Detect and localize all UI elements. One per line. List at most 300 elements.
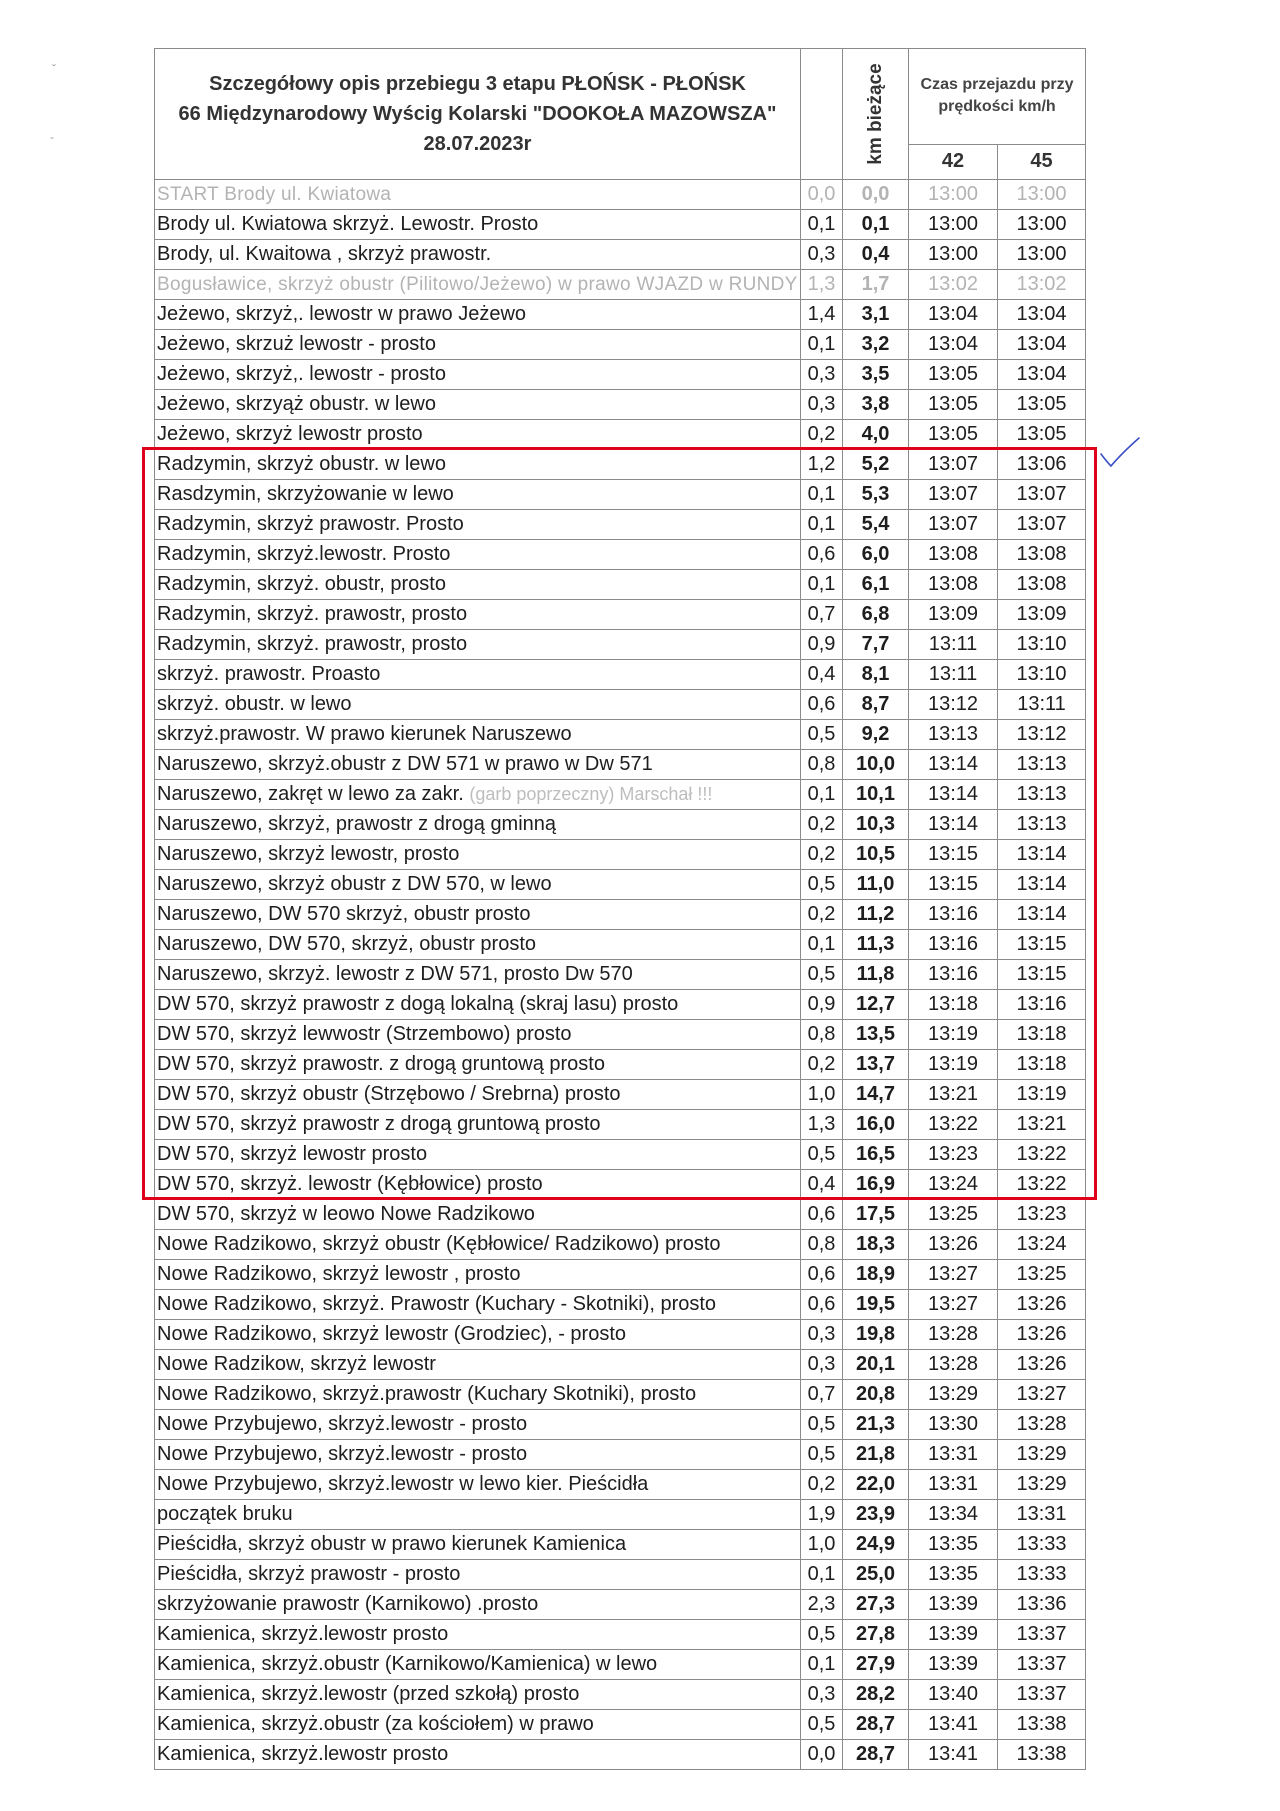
- time-at-45: 13:22: [998, 1170, 1086, 1200]
- location-text: Nowe Przybujewo, skrzyż.lewostr - prosto: [157, 1413, 528, 1435]
- cumulative-km: 21,3: [843, 1410, 909, 1440]
- segment-distance: 0,3: [801, 390, 843, 420]
- time-at-42: 13:34: [909, 1500, 998, 1530]
- time-at-45: 13:06: [998, 450, 1086, 480]
- scan-speck: ˇ: [52, 62, 56, 76]
- time-at-42: 13:14: [909, 810, 998, 840]
- location-description: [155, 540, 801, 570]
- time-at-42: 13:05: [909, 420, 998, 450]
- time-at-42: 13:11: [909, 630, 998, 660]
- cumulative-km: 25,0: [843, 1560, 909, 1590]
- cumulative-km: 0,1: [843, 210, 909, 240]
- time-at-45: 13:07: [998, 480, 1086, 510]
- time-at-42: 13:19: [909, 1050, 998, 1080]
- location-text: Radzymin, skrzyż obustr. w lewo: [157, 453, 446, 475]
- segment-distance: 0,5: [801, 1410, 843, 1440]
- location-text: Naruszewo, zakręt w lewo za zakr.: [157, 783, 470, 805]
- table-row: [155, 1050, 1086, 1080]
- table-row: [155, 600, 1086, 630]
- table-row: [155, 960, 1086, 990]
- table-row: [155, 510, 1086, 540]
- cumulative-km: 16,9: [843, 1170, 909, 1200]
- table-row: [155, 1680, 1086, 1710]
- table-row: [155, 1230, 1086, 1260]
- segment-distance: 1,3: [801, 1110, 843, 1140]
- location-text: Nowe Radzikowo, skrzyż.prawostr (Kuchary Skotniki), prosto: [157, 1383, 697, 1405]
- time-at-42: 13:26: [909, 1230, 998, 1260]
- time-at-42: 13:15: [909, 870, 998, 900]
- time-at-45: 13:04: [998, 300, 1086, 330]
- segment-distance: 0,5: [801, 960, 843, 990]
- cumulative-km: 19,5: [843, 1290, 909, 1320]
- location-description: [155, 1680, 801, 1710]
- table-row: [155, 240, 1086, 270]
- table-row: [155, 1500, 1086, 1530]
- location-description: [155, 870, 801, 900]
- location-description: [155, 570, 801, 600]
- location-text: DW 570, skrzyż obustr (Strzębowo / Srebrna) prosto: [157, 1083, 621, 1105]
- time-at-45: 13:02: [998, 270, 1086, 300]
- location-text: Rasdzymin, skrzyżowanie w lewo: [157, 483, 454, 505]
- location-description: [155, 1560, 801, 1590]
- location-description: [155, 1710, 801, 1740]
- cumulative-km: 13,7: [843, 1050, 909, 1080]
- segment-distance: 0,8: [801, 750, 843, 780]
- location-text: Pieścidła, skrzyż obustr w prawo kierunek Kamienica: [157, 1533, 627, 1555]
- route-sheet: [154, 48, 1085, 1770]
- table-row: [155, 330, 1086, 360]
- location-text: Jeżewo, skrzyąż obustr. w lewo: [157, 393, 436, 415]
- time-at-42: 13:22: [909, 1110, 998, 1140]
- time-at-45: 13:18: [998, 1050, 1086, 1080]
- segment-distance: 1,0: [801, 1530, 843, 1560]
- time-at-45: 13:37: [998, 1620, 1086, 1650]
- time-at-45: 13:21: [998, 1110, 1086, 1140]
- time-at-42: 13:28: [909, 1350, 998, 1380]
- cumulative-km: 27,9: [843, 1650, 909, 1680]
- location-description: [155, 1020, 801, 1050]
- segment-distance: 0,1: [801, 1560, 843, 1590]
- cumulative-km: 6,0: [843, 540, 909, 570]
- location-description: [155, 1200, 801, 1230]
- time-at-45: 13:37: [998, 1680, 1086, 1710]
- location-description: [155, 420, 801, 450]
- location-text: Brody ul. Kwiatowa skrzyż. Lewostr. Prosto: [157, 213, 539, 235]
- time-at-42: 13:19: [909, 1020, 998, 1050]
- time-at-42: 13:00: [909, 210, 998, 240]
- cumulative-km: 28,2: [843, 1680, 909, 1710]
- time-at-42: 13:05: [909, 360, 998, 390]
- segment-distance: 0,2: [801, 810, 843, 840]
- location-description: [155, 180, 801, 210]
- cumulative-km: 11,3: [843, 930, 909, 960]
- cumulative-km: 3,1: [843, 300, 909, 330]
- cumulative-km: 19,8: [843, 1320, 909, 1350]
- time-at-45: 13:05: [998, 390, 1086, 420]
- cumulative-km: 12,7: [843, 990, 909, 1020]
- time-at-45: 13:26: [998, 1320, 1086, 1350]
- cumulative-km: 0,4: [843, 240, 909, 270]
- location-description: [155, 1740, 801, 1770]
- segment-distance: 0,2: [801, 1470, 843, 1500]
- time-at-42: 13:02: [909, 270, 998, 300]
- time-at-45: 13:10: [998, 660, 1086, 690]
- location-text: skrzyż. prawostr. Proasto: [157, 663, 381, 685]
- location-description: [155, 330, 801, 360]
- time-at-42: 13:25: [909, 1200, 998, 1230]
- location-text: Radzymin, skrzyż prawostr. Prosto: [157, 513, 464, 535]
- time-at-45: 13:24: [998, 1230, 1086, 1260]
- segment-distance: 0,3: [801, 240, 843, 270]
- time-at-45: 13:19: [998, 1080, 1086, 1110]
- table-row: [155, 690, 1086, 720]
- table-row: [155, 210, 1086, 240]
- time-at-45: 13:10: [998, 630, 1086, 660]
- location-description: [155, 300, 801, 330]
- time-at-45: 13:31: [998, 1500, 1086, 1530]
- time-at-42: 13:21: [909, 1080, 998, 1110]
- location-text: Nowe Radzikowo, skrzyż lewostr , prosto: [157, 1263, 521, 1285]
- table-row: [155, 870, 1086, 900]
- location-description: [155, 1230, 801, 1260]
- location-description: [155, 1110, 801, 1140]
- cumulative-km: 3,8: [843, 390, 909, 420]
- time-at-45: 13:09: [998, 600, 1086, 630]
- table-row: [155, 180, 1086, 210]
- segment-distance: 0,4: [801, 1170, 843, 1200]
- time-at-45: 13:13: [998, 750, 1086, 780]
- time-at-42: 13:30: [909, 1410, 998, 1440]
- cumulative-km: 18,9: [843, 1260, 909, 1290]
- segment-distance: 1,0: [801, 1080, 843, 1110]
- location-description: [155, 1320, 801, 1350]
- location-text: DW 570, skrzyż prawostr z dogą lokalną (skraj lasu) prosto: [157, 993, 679, 1015]
- table-row: [155, 1560, 1086, 1590]
- location-description: [155, 1080, 801, 1110]
- time-at-42: 13:18: [909, 990, 998, 1020]
- table-row: [155, 1620, 1086, 1650]
- time-at-45: 13:14: [998, 870, 1086, 900]
- location-description: [155, 930, 801, 960]
- cumulative-km: 13,5: [843, 1020, 909, 1050]
- table-row: [155, 480, 1086, 510]
- cumulative-km: 3,5: [843, 360, 909, 390]
- time-at-42: 13:27: [909, 1290, 998, 1320]
- location-description: [155, 210, 801, 240]
- document-title: [155, 49, 801, 180]
- location-description: [155, 780, 801, 810]
- time-at-45: 13:22: [998, 1140, 1086, 1170]
- cumulative-km: 6,1: [843, 570, 909, 600]
- time-at-42: 13:08: [909, 540, 998, 570]
- time-at-42: 13:05: [909, 390, 998, 420]
- table-row: [155, 930, 1086, 960]
- cumulative-km: 10,0: [843, 750, 909, 780]
- time-at-42: 13:24: [909, 1170, 998, 1200]
- segment-distance: 0,7: [801, 1380, 843, 1410]
- location-description: [155, 510, 801, 540]
- time-at-42: 13:39: [909, 1650, 998, 1680]
- location-description: [155, 900, 801, 930]
- segment-distance: 2,3: [801, 1590, 843, 1620]
- cumulative-km: 10,5: [843, 840, 909, 870]
- time-at-42: 13:41: [909, 1740, 998, 1770]
- time-at-42: 13:07: [909, 450, 998, 480]
- scan-speck: -: [50, 130, 54, 144]
- location-text: Jeżewo, skrzyż,. lewostr - prosto: [157, 363, 446, 385]
- cumulative-km: 5,3: [843, 480, 909, 510]
- distance-column-header: [801, 49, 843, 180]
- segment-distance: 0,5: [801, 870, 843, 900]
- cumulative-km: 8,7: [843, 690, 909, 720]
- location-description: [155, 960, 801, 990]
- cumulative-km: 17,5: [843, 1200, 909, 1230]
- cumulative-km: 24,9: [843, 1530, 909, 1560]
- location-text: Nowe Radzikowo, skrzyż lewostr (Grodziec), - prosto: [157, 1323, 627, 1345]
- cumulative-km: 20,8: [843, 1380, 909, 1410]
- cumulative-km: 8,1: [843, 660, 909, 690]
- time-at-45: 13:08: [998, 540, 1086, 570]
- location-text: DW 570, skrzyż. lewostr (Kębłowice) prosto: [157, 1173, 543, 1195]
- time-at-42: 13:35: [909, 1530, 998, 1560]
- title-line-race: 66 Międzynarodowy Wyścig Kolarski "DOOKOŁA MAZOWSZA": [178, 103, 777, 125]
- table-row: [155, 540, 1086, 570]
- segment-distance: 0,3: [801, 1680, 843, 1710]
- location-text: Nowe Radzikow, skrzyż lewostr: [157, 1353, 436, 1375]
- location-text: DW 570, skrzyż lewwostr (Strzembowo) prosto: [157, 1023, 572, 1045]
- segment-distance: 1,3: [801, 270, 843, 300]
- location-description: [155, 1500, 801, 1530]
- segment-distance: 0,7: [801, 600, 843, 630]
- table-row: [155, 1350, 1086, 1380]
- location-description: [155, 1530, 801, 1560]
- time-at-45: 13:29: [998, 1470, 1086, 1500]
- cumulative-km: 11,2: [843, 900, 909, 930]
- time-column-header: Czas przejazdu przy prędkości km/h: [909, 49, 1086, 145]
- location-text: DW 570, skrzyż w leowo Nowe Radzikowo: [157, 1203, 535, 1225]
- table-row: [155, 810, 1086, 840]
- cumulative-km: 10,3: [843, 810, 909, 840]
- table-row: [155, 1380, 1086, 1410]
- time-at-45: 13:26: [998, 1290, 1086, 1320]
- location-text: Jeżewo, skrzuż lewostr - prosto: [157, 333, 436, 355]
- time-at-42: 13:14: [909, 780, 998, 810]
- table-row: [155, 270, 1086, 300]
- table-row: [155, 1440, 1086, 1470]
- location-description: [155, 750, 801, 780]
- time-at-45: 13:37: [998, 1650, 1086, 1680]
- time-at-45: 13:05: [998, 420, 1086, 450]
- table-row: [155, 1710, 1086, 1740]
- location-description: [155, 360, 801, 390]
- time-at-45: 13:15: [998, 960, 1086, 990]
- segment-distance: 0,2: [801, 900, 843, 930]
- table-row: [155, 570, 1086, 600]
- segment-distance: 0,2: [801, 1050, 843, 1080]
- title-line-date: 28.07.2023r: [423, 133, 532, 155]
- location-text: Naruszewo, skrzyż lewostr, prosto: [157, 843, 460, 865]
- location-description: [155, 1290, 801, 1320]
- time-at-42: 13:16: [909, 900, 998, 930]
- segment-distance: 0,3: [801, 360, 843, 390]
- time-at-45: 13:00: [998, 240, 1086, 270]
- segment-distance: 0,6: [801, 1260, 843, 1290]
- table-row: [155, 750, 1086, 780]
- cumulative-km: 9,2: [843, 720, 909, 750]
- time-at-42: 13:41: [909, 1710, 998, 1740]
- segment-distance: 0,5: [801, 1140, 843, 1170]
- check-mark-icon: [1097, 432, 1141, 472]
- segment-distance: 0,4: [801, 660, 843, 690]
- route-table: [154, 48, 1086, 1770]
- location-text: Naruszewo, skrzyż. lewostr z DW 571, prosto Dw 570: [157, 963, 633, 985]
- time-at-42: 13:12: [909, 690, 998, 720]
- time-at-45: 13:29: [998, 1440, 1086, 1470]
- cumulative-km: 21,8: [843, 1440, 909, 1470]
- location-text: początek bruku: [157, 1503, 293, 1525]
- segment-distance: 0,8: [801, 1230, 843, 1260]
- location-text: skrzyż. obustr. w lewo: [157, 693, 352, 715]
- location-description: [155, 990, 801, 1020]
- table-row: [155, 1740, 1086, 1770]
- segment-distance: 0,1: [801, 210, 843, 240]
- cumulative-km: 27,3: [843, 1590, 909, 1620]
- location-description: [155, 630, 801, 660]
- cumulative-km: 6,8: [843, 600, 909, 630]
- location-text: Bogusławice, skrzyż obustr (Pilitowo/Jeżewo) w prawo WJAZD w RUNDY: [157, 274, 798, 295]
- segment-distance: 0,8: [801, 1020, 843, 1050]
- location-text: Pieścidła, skrzyż prawostr - prosto: [157, 1563, 461, 1585]
- location-text: Radzymin, skrzyż. obustr, prosto: [157, 573, 446, 595]
- location-description: [155, 1590, 801, 1620]
- table-row: [155, 1320, 1086, 1350]
- location-description: [155, 1620, 801, 1650]
- table-row: [155, 1530, 1086, 1560]
- time-at-42: 13:23: [909, 1140, 998, 1170]
- time-at-42: 13:40: [909, 1680, 998, 1710]
- time-at-45: 13:14: [998, 840, 1086, 870]
- time-at-42: 13:31: [909, 1470, 998, 1500]
- table-row: [155, 1200, 1086, 1230]
- cumulative-km: 23,9: [843, 1500, 909, 1530]
- km-column-header: [843, 49, 909, 180]
- time-at-42: 13:16: [909, 960, 998, 990]
- time-at-42: 13:29: [909, 1380, 998, 1410]
- location-text: Naruszewo, skrzyż.obustr z DW 571 w prawo w Dw 571: [157, 753, 653, 775]
- location-text: Kamienica, skrzyż.lewostr prosto: [157, 1623, 449, 1645]
- time-at-42: 13:11: [909, 660, 998, 690]
- location-text: Jeżewo, skrzyż lewostr prosto: [157, 423, 423, 445]
- table-row: [155, 1470, 1086, 1500]
- time-at-42: 13:07: [909, 510, 998, 540]
- table-row: [155, 630, 1086, 660]
- location-text: Nowe Przybujewo, skrzyż.lewostr - prosto: [157, 1443, 528, 1465]
- location-text: START Brody ul. Kwiatowa: [157, 184, 392, 205]
- segment-distance: 0,1: [801, 930, 843, 960]
- location-text: Naruszewo, skrzyż obustr z DW 570, w lewo: [157, 873, 552, 895]
- cumulative-km: 14,7: [843, 1080, 909, 1110]
- time-at-42: 13:04: [909, 330, 998, 360]
- time-at-45: 13:15: [998, 930, 1086, 960]
- time-at-45: 13:26: [998, 1350, 1086, 1380]
- location-text: Radzymin, skrzyż. prawostr, prosto: [157, 633, 468, 655]
- segment-distance: 0,1: [801, 570, 843, 600]
- location-description: [155, 480, 801, 510]
- table-row: [155, 1170, 1086, 1200]
- location-text: Radzymin, skrzyż. prawostr, prosto: [157, 603, 468, 625]
- segment-distance: 0,6: [801, 690, 843, 720]
- location-description: [155, 390, 801, 420]
- cumulative-km: 11,0: [843, 870, 909, 900]
- time-at-45: 13:18: [998, 1020, 1086, 1050]
- location-text: Kamienica, skrzyż.lewostr (przed szkołą) prosto: [157, 1683, 580, 1705]
- location-text: Naruszewo, DW 570 skrzyż, obustr prosto: [157, 903, 531, 925]
- location-description: [155, 690, 801, 720]
- segment-distance: 0,0: [801, 1740, 843, 1770]
- segment-distance: 0,1: [801, 510, 843, 540]
- segment-distance: 0,1: [801, 480, 843, 510]
- cumulative-km: 27,8: [843, 1620, 909, 1650]
- location-description: [155, 720, 801, 750]
- table-row: [155, 1020, 1086, 1050]
- time-at-42: 13:07: [909, 480, 998, 510]
- time-at-45: 13:38: [998, 1710, 1086, 1740]
- time-at-42: 13:27: [909, 1260, 998, 1290]
- segment-distance: 0,3: [801, 1350, 843, 1380]
- location-description: [155, 840, 801, 870]
- table-row: [155, 990, 1086, 1020]
- time-at-42: 13:39: [909, 1620, 998, 1650]
- segment-distance: 0,6: [801, 540, 843, 570]
- cumulative-km: 3,2: [843, 330, 909, 360]
- segment-distance: 0,9: [801, 630, 843, 660]
- location-text: Kamienica, skrzyż.obustr (Karnikowo/Kamienica) w lewo: [157, 1653, 658, 1675]
- cumulative-km: 16,0: [843, 1110, 909, 1140]
- cumulative-km: 10,1: [843, 780, 909, 810]
- time-at-42: 13:00: [909, 180, 998, 210]
- location-description: [155, 1350, 801, 1380]
- table-row: [155, 900, 1086, 930]
- location-description: [155, 660, 801, 690]
- cumulative-km: 20,1: [843, 1350, 909, 1380]
- location-text: Naruszewo, skrzyż, prawostr z drogą gminną: [157, 813, 557, 835]
- segment-distance: 0,5: [801, 720, 843, 750]
- location-text: Radzymin, skrzyż.lewostr. Prosto: [157, 543, 451, 565]
- segment-distance: 0,6: [801, 1290, 843, 1320]
- cumulative-km: 0,0: [843, 180, 909, 210]
- table-row: [155, 1590, 1086, 1620]
- location-text: Brody, ul. Kwaitowa , skrzyż prawostr.: [157, 243, 492, 265]
- segment-distance: 0,9: [801, 990, 843, 1020]
- location-text: DW 570, skrzyż prawostr. z drogą gruntową prosto: [157, 1053, 605, 1075]
- table-row: [155, 1290, 1086, 1320]
- location-text: Naruszewo, DW 570, skrzyż, obustr prosto: [157, 933, 537, 955]
- segment-distance: 0,0: [801, 180, 843, 210]
- table-row: [155, 1650, 1086, 1680]
- segment-distance: 1,2: [801, 450, 843, 480]
- location-description: [155, 1050, 801, 1080]
- time-at-45: 13:04: [998, 330, 1086, 360]
- location-text: Kamienica, skrzyż.obustr (za kościołem) w prawo: [157, 1713, 594, 1735]
- time-at-42: 13:13: [909, 720, 998, 750]
- table-row: [155, 450, 1086, 480]
- location-description: [155, 1650, 801, 1680]
- location-description: [155, 1170, 801, 1200]
- table-row: [155, 390, 1086, 420]
- table-row: [155, 720, 1086, 750]
- location-description: [155, 450, 801, 480]
- table-row: [155, 300, 1086, 330]
